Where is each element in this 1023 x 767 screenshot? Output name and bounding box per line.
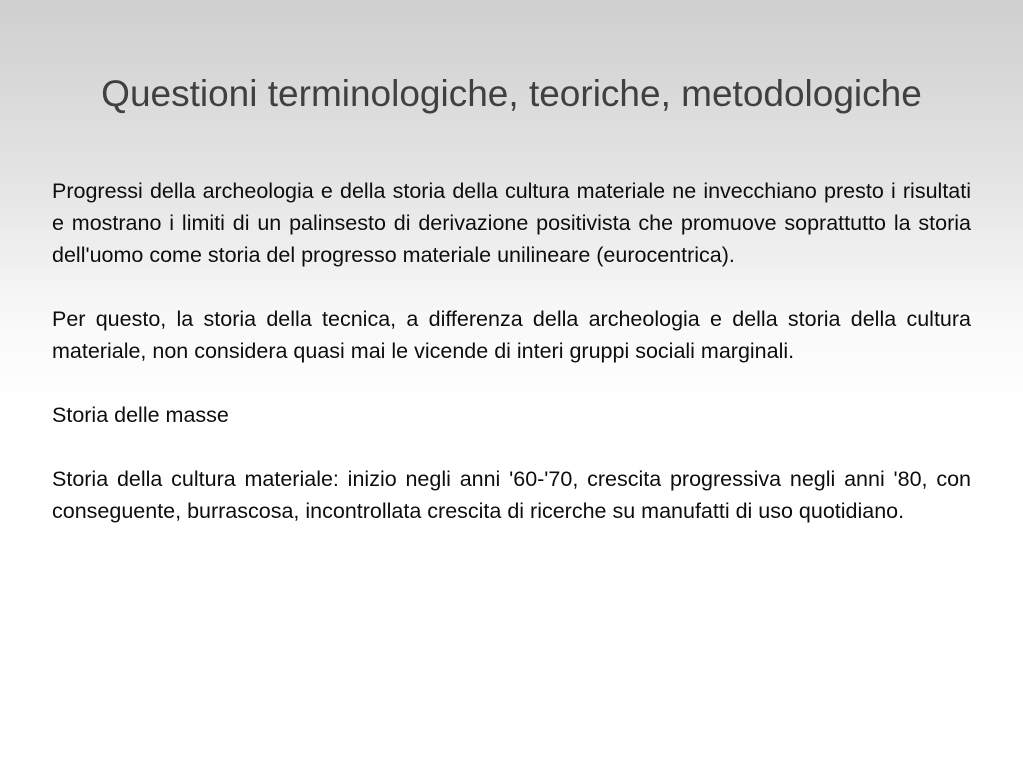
- paragraph-storia-masse: Storia delle masse: [52, 403, 229, 427]
- slide-body: [52, 175, 971, 527]
- slide-title: Questioni terminologiche, teoriche, metodologiche: [101, 73, 922, 114]
- paragraph-storia-tecnica: Per questo, la storia della tecnica, a differenza della archeologia e della storia della cultura materiale, non considera quasi mai le vicende di interi gruppi sociali marginali.: [52, 307, 971, 363]
- paragraph-progressi: Progressi della archeologia e della storia della cultura materiale ne invecchiano presto i risultati e mostrano i limiti di un palinsesto di derivazione positivista che promuove soprattutto la storia dell'uomo come storia del progresso materiale unilineare (eurocentrica).: [52, 179, 971, 267]
- paragraph-cultura-materiale: Storia della cultura materiale: inizio negli anni '60-'70, crescita progressiva negli anni '80, con conseguente, burrascosa, incontrollata crescita di ricerche su manufatti di uso quotidiano.: [52, 467, 971, 523]
